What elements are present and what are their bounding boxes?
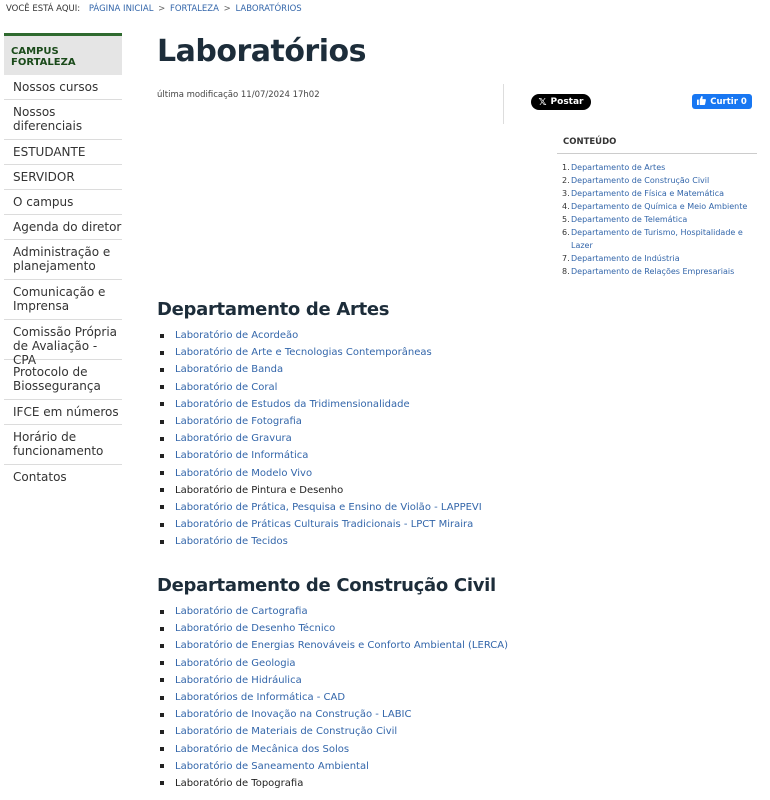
list-item bbox=[160, 533, 482, 550]
sidebar-item-comunicacao[interactable]: Comunicação e Imprensa bbox=[4, 280, 122, 320]
section-heading: Departamento de Artes bbox=[157, 299, 390, 320]
toc-link-quimica[interactable]: Departamento de Química e Meio Ambiente bbox=[571, 202, 748, 211]
lab-link[interactable]: Laboratório de Materiais de Construção Civil bbox=[175, 726, 398, 738]
lab-link[interactable]: Laboratório de Prática, Pesquisa e Ensino de Violão - LAPPEVI bbox=[175, 501, 482, 513]
toc-link-industria[interactable]: Departamento de Indústria bbox=[571, 254, 680, 263]
sidebar bbox=[4, 33, 122, 490]
list-item bbox=[160, 655, 508, 672]
list-item bbox=[160, 516, 482, 533]
lab-link[interactable]: Laboratório de Tecidos bbox=[175, 536, 288, 548]
toc-item: 3. Departamento de Física e Matemática bbox=[562, 189, 725, 198]
last-modified: última modificação 11/07/2024 17h02 bbox=[157, 90, 320, 100]
toc-link-turismo[interactable]: Departamento de Turismo, Hospitalidade e Lazer bbox=[571, 228, 743, 250]
lab-link[interactable]: Laboratório de Acordeão bbox=[175, 330, 299, 342]
lab-link[interactable]: Laboratório de Coral bbox=[175, 381, 278, 393]
toc-link-telematica[interactable]: Departamento de Telemática bbox=[571, 215, 688, 224]
sidebar-item-servidor[interactable]: SERVIDOR bbox=[4, 165, 122, 190]
table-of-contents bbox=[557, 133, 757, 278]
lab-link[interactable]: Laboratório de Fotografia bbox=[175, 416, 302, 428]
sidebar-item-nossos-diferenciais[interactable]: Nossos diferenciais bbox=[4, 100, 122, 140]
toc-item: 5. Departamento de Telemática bbox=[562, 215, 688, 224]
x-logo-icon: 𝕏 bbox=[538, 96, 547, 108]
sidebar-item-biosseguranca[interactable]: Protocolo de Biossegurança bbox=[4, 360, 122, 400]
facebook-like-label: Curtir 0 bbox=[710, 96, 747, 107]
sidebar-item-administracao[interactable]: Administração e planejamento bbox=[4, 240, 122, 280]
facebook-like-button[interactable] bbox=[692, 94, 752, 109]
lab-list bbox=[160, 327, 482, 550]
breadcrumb bbox=[6, 4, 302, 14]
list-item bbox=[160, 620, 508, 637]
toc-item: 8. Departamento de Relações Empresariais bbox=[562, 267, 735, 276]
lab-link[interactable]: Laboratório de Informática bbox=[175, 450, 309, 462]
lab-link[interactable]: Laboratório de Práticas Culturais Tradicionais - LPCT Miraira bbox=[175, 519, 474, 531]
toc-item: 2. Departamento de Construção Civil bbox=[562, 176, 710, 185]
sidebar-item-horario[interactable]: Horário de funcionamento bbox=[4, 425, 122, 465]
sidebar-menu bbox=[4, 75, 122, 490]
x-post-label: Postar bbox=[550, 97, 584, 107]
list-item bbox=[160, 706, 508, 723]
list-item bbox=[160, 482, 482, 499]
divider bbox=[503, 84, 504, 124]
lab-link[interactable]: Laboratório de Banda bbox=[175, 364, 284, 376]
sidebar-item-estudante[interactable]: ESTUDANTE bbox=[4, 140, 122, 165]
list-item bbox=[160, 758, 508, 775]
lab-link[interactable]: Laboratório de Modelo Vivo bbox=[175, 467, 313, 479]
toc-link-artes[interactable]: Departamento de Artes bbox=[571, 163, 666, 172]
list-item bbox=[160, 327, 482, 344]
sidebar-item-cpa[interactable]: Comissão Própria de Avaliação - CPA bbox=[4, 320, 122, 360]
toc-title: CONTEÚDO bbox=[557, 133, 757, 154]
sidebar-item-agenda-do-diretor[interactable]: Agenda do diretor bbox=[4, 215, 122, 240]
list-item bbox=[160, 499, 482, 516]
list-item bbox=[160, 396, 482, 413]
list-item bbox=[160, 741, 508, 758]
toc-item: 7. Departamento de Indústria bbox=[562, 254, 680, 263]
page-title: Laboratórios bbox=[157, 34, 366, 69]
thumbs-up-icon bbox=[697, 96, 706, 108]
sidebar-item-o-campus[interactable]: O campus bbox=[4, 190, 122, 215]
sidebar-item-ifce-em-numeros[interactable]: IFCE em números bbox=[4, 400, 122, 425]
lab-link[interactable]: Laboratório de Gravura bbox=[175, 433, 292, 445]
lab-text: Laboratório de Topografia bbox=[175, 777, 304, 789]
breadcrumb-home[interactable]: PÁGINA INICIAL bbox=[88, 4, 154, 14]
list-item bbox=[160, 413, 482, 430]
lab-link[interactable]: Laboratório de Energias Renováveis e Conforto Ambiental (LERCA) bbox=[175, 640, 508, 652]
breadcrumb-fortaleza[interactable]: FORTALEZA bbox=[169, 4, 219, 14]
toc-link-relacoes[interactable]: Departamento de Relações Empresariais bbox=[571, 267, 735, 276]
list-item bbox=[160, 379, 482, 396]
lab-list bbox=[160, 603, 508, 792]
lab-link[interactable]: Laboratório de Hidráulica bbox=[175, 674, 302, 686]
lab-link[interactable]: Laboratório de Estudos da Tridimensionalidade bbox=[175, 398, 410, 410]
list-item bbox=[160, 689, 508, 706]
list-item bbox=[160, 430, 482, 447]
list-item bbox=[160, 775, 508, 792]
toc-item: 1. Departamento de Artes bbox=[562, 163, 666, 172]
list-item bbox=[160, 672, 508, 689]
lab-link[interactable]: Laboratório de Saneamento Ambiental bbox=[175, 760, 369, 772]
sidebar-item-nossos-cursos[interactable]: Nossos cursos bbox=[4, 75, 122, 100]
section-heading: Departamento de Construção Civil bbox=[157, 575, 496, 596]
list-item bbox=[160, 465, 482, 482]
toc-item: 4. Departamento de Química e Meio Ambiente bbox=[562, 202, 748, 211]
toc-item: 6. Departamento de Turismo, Hospitalidade e Lazer bbox=[562, 226, 757, 252]
list-item bbox=[160, 361, 482, 378]
lab-link[interactable]: Laboratório de Geologia bbox=[175, 657, 296, 669]
lab-link[interactable]: Laboratórios de Informática - CAD bbox=[175, 692, 346, 704]
lab-link[interactable]: Laboratório de Desenho Técnico bbox=[175, 623, 336, 635]
lab-link[interactable]: Laboratório de Arte e Tecnologias Contemporâneas bbox=[175, 347, 432, 359]
list-item bbox=[160, 723, 508, 740]
list-item bbox=[160, 637, 508, 654]
toc-link-construcao-civil[interactable]: Departamento de Construção Civil bbox=[571, 176, 710, 185]
lab-link[interactable]: Laboratório de Cartografia bbox=[175, 606, 308, 618]
list-item bbox=[160, 344, 482, 361]
sidebar-item-contatos[interactable]: Contatos bbox=[13, 470, 67, 484]
toc-link-fisica-matematica[interactable]: Departamento de Física e Matemática bbox=[571, 189, 725, 198]
list-item bbox=[160, 447, 482, 464]
breadcrumb-laboratorios[interactable]: LABORATÓRIOS bbox=[235, 4, 302, 14]
breadcrumb-separator: > bbox=[223, 4, 231, 14]
sidebar-header[interactable]: CAMPUS FORTALEZA bbox=[4, 33, 122, 75]
lab-link[interactable]: Laboratório de Inovação na Construção - LABIC bbox=[175, 709, 412, 721]
breadcrumb-prefix: VOCÊ ESTÁ AQUI: bbox=[6, 4, 81, 14]
x-post-button[interactable] bbox=[531, 94, 591, 110]
toc-list bbox=[557, 154, 757, 278]
list-item bbox=[160, 603, 508, 620]
lab-text: Laboratório de Pintura e Desenho bbox=[175, 484, 344, 496]
breadcrumb-separator: > bbox=[158, 4, 166, 14]
lab-link[interactable]: Laboratório de Mecânica dos Solos bbox=[175, 743, 350, 755]
